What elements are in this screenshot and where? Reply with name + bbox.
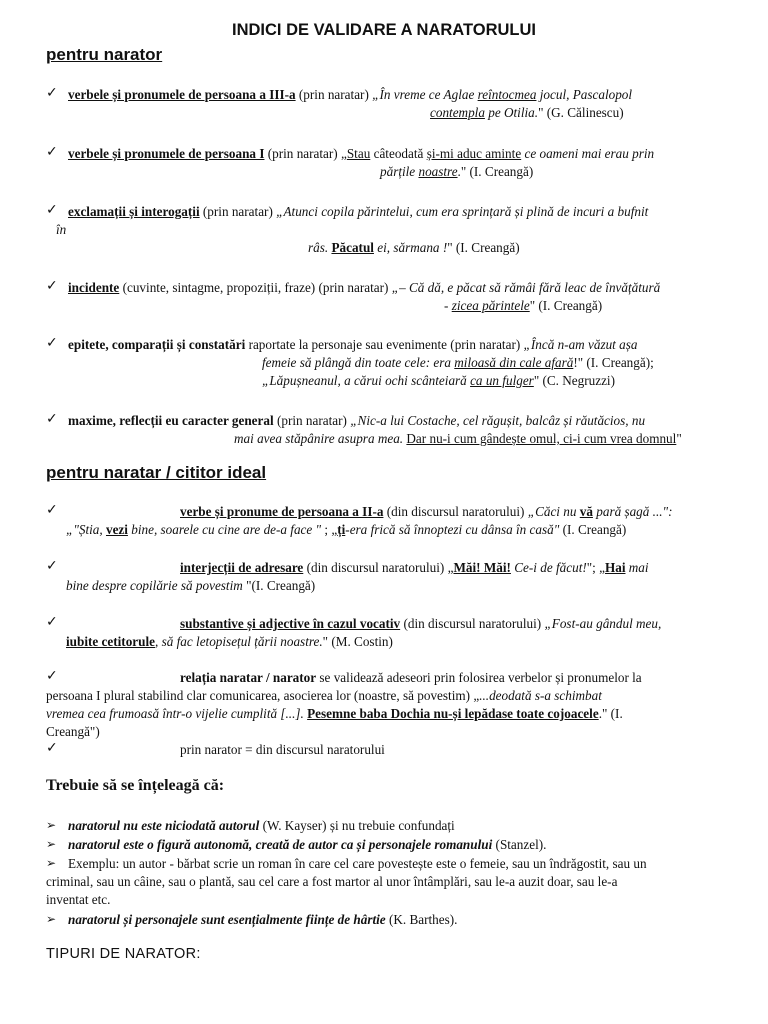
item-line — [308, 239, 520, 256]
item-line — [180, 615, 661, 632]
item-text: (din discursul naratorului) — [383, 504, 528, 519]
item-quote: ei, sărmana ! — [373, 240, 448, 255]
item-line — [380, 163, 533, 180]
bullet-text: (Stanzel). — [492, 837, 547, 852]
item-line — [66, 577, 315, 594]
item-quote: , să fac letopisețul țării noastre. — [155, 634, 323, 649]
item-quote-underlined: ca un fulger — [470, 373, 534, 388]
item-quote-underlined: Stau — [346, 146, 371, 161]
item-quote-bold: iubite cetitorule — [66, 634, 155, 649]
item-source: Creangă") — [46, 724, 100, 739]
check-icon: ✓ — [46, 668, 58, 684]
item-quote: femeie să plângă din toate cele: era — [262, 355, 455, 370]
item-term: verbele și pronumele de persoana I — [68, 146, 265, 161]
item-term: incidente — [68, 280, 120, 295]
item-text: raportate la personaje sau evenimente (prin naratar) — [245, 337, 524, 352]
item-line — [68, 336, 637, 353]
item-text: (prin naratar) — [295, 87, 373, 102]
check-icon: ✓ — [46, 278, 58, 294]
item-term: verbe și pronume de persoana a II-a — [180, 504, 384, 519]
item-term: exclamații și interogații — [68, 204, 200, 219]
check-icon: ✓ — [46, 740, 58, 756]
item-quote-underlined: reîntocmea — [477, 87, 537, 102]
item-term: relația naratar / narator — [180, 670, 317, 685]
item-quote: „Căci nu — [527, 504, 580, 519]
item-quote: „Încă n-am văzut așa — [523, 337, 638, 352]
item-line — [68, 279, 660, 296]
heading-pentru-narator: pentru narator — [46, 45, 163, 64]
item-source: (I. Creangă) — [559, 522, 627, 537]
item-quote: „Fost-au gândul meu, — [544, 616, 662, 631]
item-quote-bold: Păcatul — [331, 240, 374, 255]
item-text: se validează adeseori prin folosirea verbelor și pronumelor la — [316, 670, 642, 685]
item-source: !" (I. Creangă); — [573, 355, 654, 370]
item-source: " (C. Negruzzi) — [533, 373, 615, 388]
item-quote: râs. — [308, 240, 332, 255]
item-line — [262, 354, 654, 371]
item-line — [68, 412, 645, 429]
item-line — [180, 669, 746, 686]
item-source: ." (I. Creangă) — [457, 164, 534, 179]
item-quote: mai avea stăpânire asupra mea. — [234, 431, 407, 446]
item-quote-underlined: Dar nu-i cum gândește omul, ci-i cum vrea domnul — [406, 431, 677, 446]
check-icon: ✓ — [46, 335, 58, 351]
item-line — [234, 430, 682, 447]
item-quote: „Atunci copila părintelui, cum era sprințară și plină de incuri a bufnit — [276, 204, 649, 219]
item-source: ." (I. — [598, 706, 623, 721]
item-quote: pară șagă ...": — [592, 504, 673, 519]
item-quote: -era frică să înnoptezi cu dânsa în casă" — [345, 522, 560, 537]
bullet-text: inventat etc. — [46, 892, 111, 907]
bullet-bold-text: naratorul nu este niciodată autorul — [68, 818, 260, 833]
bullet-bold-text: naratorul este o figură autonomă, creată de autor ca și personajele romanului — [68, 837, 493, 852]
item-quote-bold: vezi — [105, 522, 128, 537]
item-source: " (M. Costin) — [322, 634, 393, 649]
item-text: ; „ — [321, 522, 338, 537]
item-quote-bold: Măi! Măi! — [453, 560, 511, 575]
item-term: epitete, comparații și constatări — [68, 337, 246, 352]
item-quote: „Lăpușneanul, a cărui ochi scânteiară — [262, 373, 471, 388]
item-quote-underlined: miloasă din cale afară — [454, 355, 574, 370]
item-line — [180, 503, 673, 520]
item-term: verbele și pronumele de persoana a III-a — [68, 87, 296, 102]
bullet-text: (K. Barthes). — [385, 912, 458, 927]
item-quote: „În vreme ce Aglae — [372, 87, 478, 102]
check-icon: ✓ — [46, 502, 58, 518]
item-quote: bine despre copilărie să povestim — [66, 578, 247, 593]
heading-trebuie-inteleaga: Trebuie să se înțeleagă că: — [46, 777, 225, 794]
item-text: (din discursul naratorului) — [400, 616, 545, 631]
item-text: " — [676, 431, 682, 446]
item-text: persoana I plural stabilind clar comunicarea, asocierea lor (noastre, să povestim) „ — [46, 688, 480, 703]
item-quote: vremea cea frumoasă într-o vijelie cumplită [...]. — [46, 706, 308, 721]
item-quote: ...deodată s-a schimbat — [479, 688, 602, 703]
arrow-bullet-icon: ➢ — [46, 837, 57, 851]
item-quote: bine, soarele cu cine are de-a face " — [127, 522, 322, 537]
item-quote-underlined: și-mi aduc aminte — [426, 146, 522, 161]
item-term: maxime, reflecții eu caracter general — [68, 413, 274, 428]
item-line — [46, 687, 602, 704]
item-quote-underlined: contempla — [430, 105, 485, 120]
page-title: INDICI DE VALIDARE A NARATORULUI — [231, 21, 537, 39]
item-quote: pe Otilia. — [484, 105, 539, 120]
item-quote-underlined: noastre — [418, 164, 458, 179]
item-quote: mai — [625, 560, 649, 575]
item-quote-underlined: zicea părintele — [451, 298, 530, 313]
item-text: (prin naratar) — [273, 413, 351, 428]
item-quote-bold: vă — [579, 504, 593, 519]
item-quote: Ce-i de făcut! — [510, 560, 587, 575]
item-line — [430, 104, 624, 121]
item-line — [66, 633, 393, 650]
item-quote-bold: ți — [337, 522, 346, 537]
item-quote-bold: Hai — [604, 560, 626, 575]
item-line — [66, 521, 626, 538]
arrow-bullet-icon: ➢ — [46, 818, 57, 832]
item-text: (cuvinte, sintagme, propoziții, fraze) (prin naratar) — [119, 280, 392, 295]
check-icon: ✓ — [46, 85, 58, 101]
item-line — [262, 372, 615, 389]
check-icon: ✓ — [46, 411, 58, 427]
item-quote-bold: Pesemne baba Dochia nu-și lepădase toate cojoacele — [307, 706, 599, 721]
item-quote: „– Că dă, e păcat să rămâi fără leac de învățătură — [391, 280, 661, 295]
item-text: (prin naratar) „ — [264, 146, 347, 161]
item-quote: jocul, Pascalopol — [536, 87, 633, 102]
item-source: "(I. Creangă) — [246, 578, 316, 593]
item-quote: „"Știa, — [66, 522, 106, 537]
item-line — [444, 297, 602, 314]
check-icon: ✓ — [46, 614, 58, 630]
bullet-text: (W. Kayser) și nu trebuie confundați — [259, 818, 455, 833]
check-icon: ✓ — [46, 144, 58, 160]
bullet-bold-text: naratorul și personajele sunt esențialmente ființe de hârtie — [68, 912, 386, 927]
bullet-text: Exemplu: un autor - bărbat scrie un roman în care cel care povestește este o femeie, sau un îndrăgostit, sau un — [68, 856, 647, 871]
item-source: " (I. Creangă) — [447, 240, 520, 255]
check-icon: ✓ — [46, 202, 58, 218]
item-line — [68, 203, 648, 220]
item-source: " (G. Călinescu) — [538, 105, 624, 120]
item-line — [180, 559, 649, 576]
item-text: (prin naratar) — [199, 204, 277, 219]
arrow-bullet-icon: ➢ — [46, 912, 57, 926]
item-term: interjecții de adresare — [180, 560, 304, 575]
heading-tipuri-narator: TIPURI DE NARATOR: — [46, 946, 201, 962]
item-text: câteodată — [370, 146, 427, 161]
item-quote: - — [444, 298, 452, 313]
arrow-bullet-icon: ➢ — [46, 856, 57, 870]
check-icon: ✓ — [46, 558, 58, 574]
item-line — [68, 145, 654, 162]
item-quote: în — [56, 222, 67, 237]
item-line — [46, 705, 623, 722]
bullet-text: criminal, sau un câine, sau o plantă, sau cel care a fost martor al unor întâmplări, sau le-a auzit doar, sau le-a — [46, 874, 618, 889]
item-line — [68, 86, 632, 103]
item-text: (din discursul naratorului) „ — [303, 560, 454, 575]
item-term: substantive și adjective în cazul vocativ — [180, 616, 401, 631]
item-text: prin narator = din discursul naratorului — [180, 742, 385, 757]
item-text: "; „ — [586, 560, 605, 575]
item-quote: părțile — [380, 164, 419, 179]
item-source: " (I. Creangă) — [529, 298, 603, 313]
item-quote: ce oameni mai erau prin — [521, 146, 655, 161]
heading-pentru-naratar: pentru naratar / cititor ideal — [46, 463, 267, 482]
item-quote: „Nic-a lui Costache, cel răgușit, balcâz și răutăcios, nu — [350, 413, 646, 428]
